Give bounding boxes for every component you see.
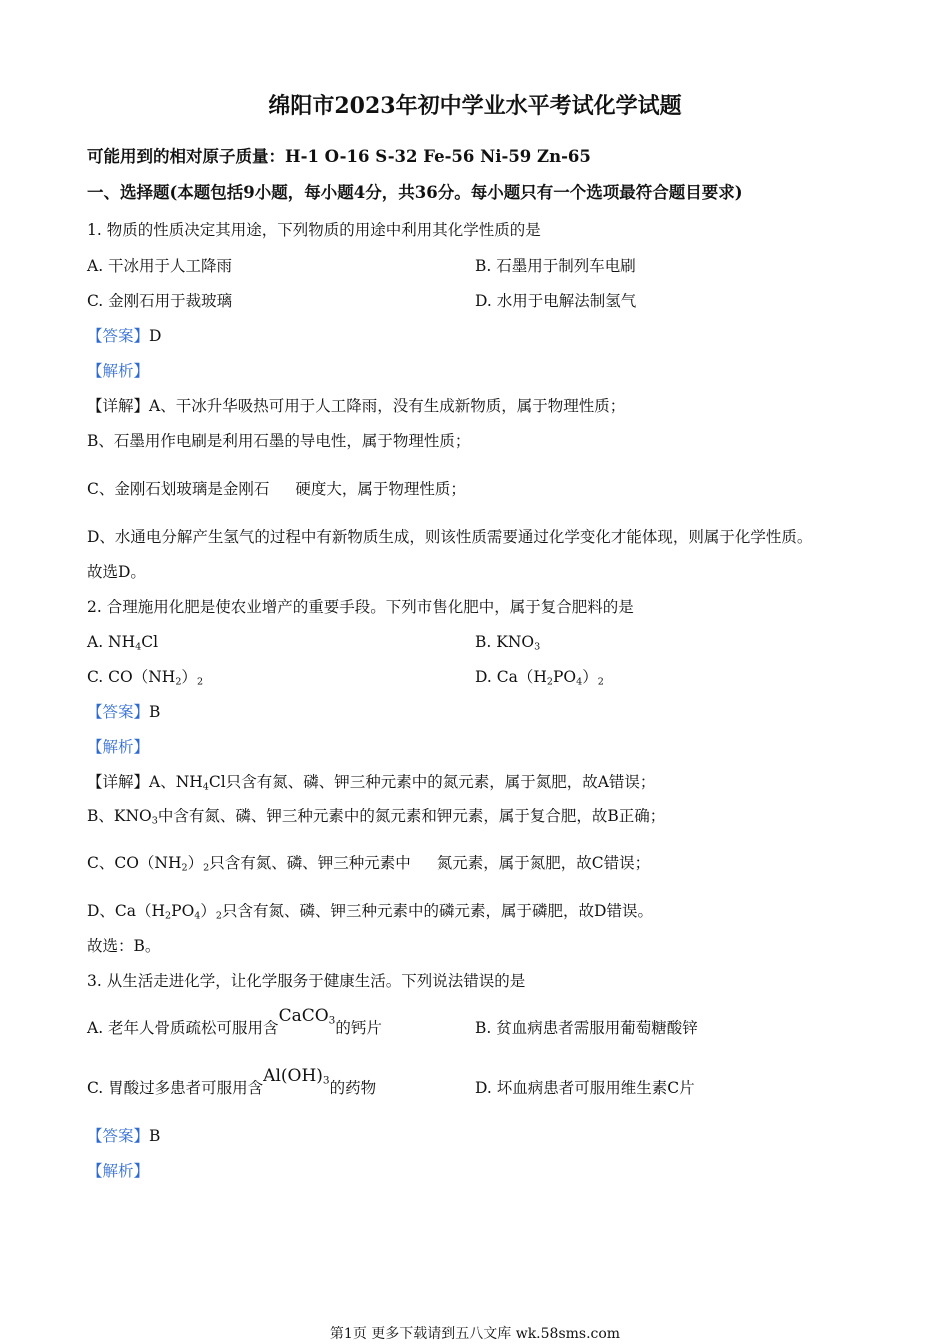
q2-option-c: C. $CO(NH_2)_2$ — [87, 668, 204, 688]
q3-answer — [87, 1126, 160, 1146]
q2-answer — [87, 702, 160, 722]
q3-stem: 3. 从生活走进化学，让化学服务于健康生活。下列说法错误的是 — [87, 972, 526, 990]
q1-analysis — [87, 361, 149, 381]
q2-stem: 2. 合理施用化肥是使农业增产的重要手段。下列市售化肥中，属于复合肥料的是 — [87, 598, 634, 616]
aluminium-hydroxide-formula: $Al(OH)_3$ — [263, 1066, 330, 1087]
q2-option-d: D. $Ca(H_2PO_4)_2$ — [475, 668, 604, 688]
answer-value: B — [149, 1127, 161, 1145]
q2-option-b: B. $KNO_3$ — [475, 633, 541, 653]
answer-value: B — [149, 703, 161, 721]
q2-detail-b: B、$KNO_3$中含有氮、磷、钾三种元素中的氮元素和钾元素，属于复合肥，故B正确； — [87, 807, 666, 827]
analysis-tag: 【解析】 — [87, 362, 150, 380]
detail-tag: 【详解】 — [87, 397, 150, 415]
q1-stem: 1. 物质的性质决定其用途，下列物质的用途中利用其化学性质的是 — [87, 221, 541, 239]
calcium-carbonate-formula: CaCO$_3$ — [278, 1006, 336, 1027]
q1-detail-c: C、金刚石划玻璃是金刚石 硬度大，属于物理性质； — [87, 480, 466, 498]
q1-detail-a: 【详解】A、干冰升华吸热可用于人工降雨，没有生成新物质，属于物理性质； — [87, 397, 626, 415]
q3-option-c: C. 胃酸过多患者可服用含$Al(OH)_3$的药物 — [87, 1066, 377, 1097]
answer-tag: 【答案】 — [87, 327, 150, 345]
q1-option-c: C. 金刚石用于裁玻璃 — [87, 292, 233, 310]
q3-option-b: B. 贫血病患者需服用葡萄糖酸锌 — [475, 1019, 698, 1037]
q3-option-a: A. 老年人骨质疏松可服用含CaCO$_3$的钙片 — [87, 1006, 382, 1037]
section-heading: 一、选择题(本题包括9小题，每小题4分，共36分。每小题只有一个选项最符合题目要求) — [87, 183, 743, 202]
q1-conclusion: 故选D。 — [87, 563, 146, 581]
page-footer: 第1页 更多下载请到五八文库 wk.58sms.com — [329, 1326, 621, 1342]
q1-option-d: D. 水用于电解法制氢气 — [475, 292, 637, 310]
answer-tag: 【答案】 — [87, 1127, 150, 1145]
q1-option-a: A. 干冰用于人工降雨 — [87, 257, 233, 275]
q1-answer — [87, 326, 161, 346]
q1-detail-b: B、石墨用作电刷是利用石墨的导电性，属于物理性质； — [87, 432, 471, 450]
analysis-tag: 【解析】 — [87, 1162, 150, 1180]
q2-analysis — [87, 737, 149, 757]
q3-analysis — [87, 1161, 149, 1181]
detail-tag: 【详解】 — [87, 773, 150, 791]
q1-detail-d: D、水通电分解产生氢气的过程中有新物质生成，则该性质需要通过化学变化才能体现，则属于化学性质。 — [87, 528, 813, 546]
q2-detail-c: C、$CO(NH_2)_2$只含有氮、磷、钾三种元素中 氮元素，属于氮肥，故C错误； — [87, 854, 651, 874]
q2-conclusion: 故选：B。 — [87, 937, 161, 955]
answer-tag: 【答案】 — [87, 703, 150, 721]
q2-option-a: A. $NH_4Cl$ — [87, 633, 159, 653]
q2-detail-a: 【详解】A、$NH_4Cl$只含有氮、磷、钾三种元素中的氮元素，属于氮肥，故A错误； — [87, 773, 656, 793]
q3-option-d: D. 坏血病患者可服用维生素C片 — [475, 1079, 695, 1097]
page-title: 绵阳市2023年初中学业水平考试化学试题 — [268, 93, 682, 119]
answer-value: D — [149, 327, 162, 345]
analysis-tag: 【解析】 — [87, 738, 150, 756]
atomic-masses: 可能用到的相对原子质量：H-1 O-16 S-32 Fe-56 Ni-59 Zn-65 — [87, 147, 591, 166]
q2-detail-d: D、$Ca(H_2PO_4)_2$只含有氮、磷、钾三种元素中的磷元素，属于磷肥，故D错误。 — [87, 902, 653, 922]
q1-option-b: B. 石墨用于制列车电刷 — [475, 257, 636, 275]
